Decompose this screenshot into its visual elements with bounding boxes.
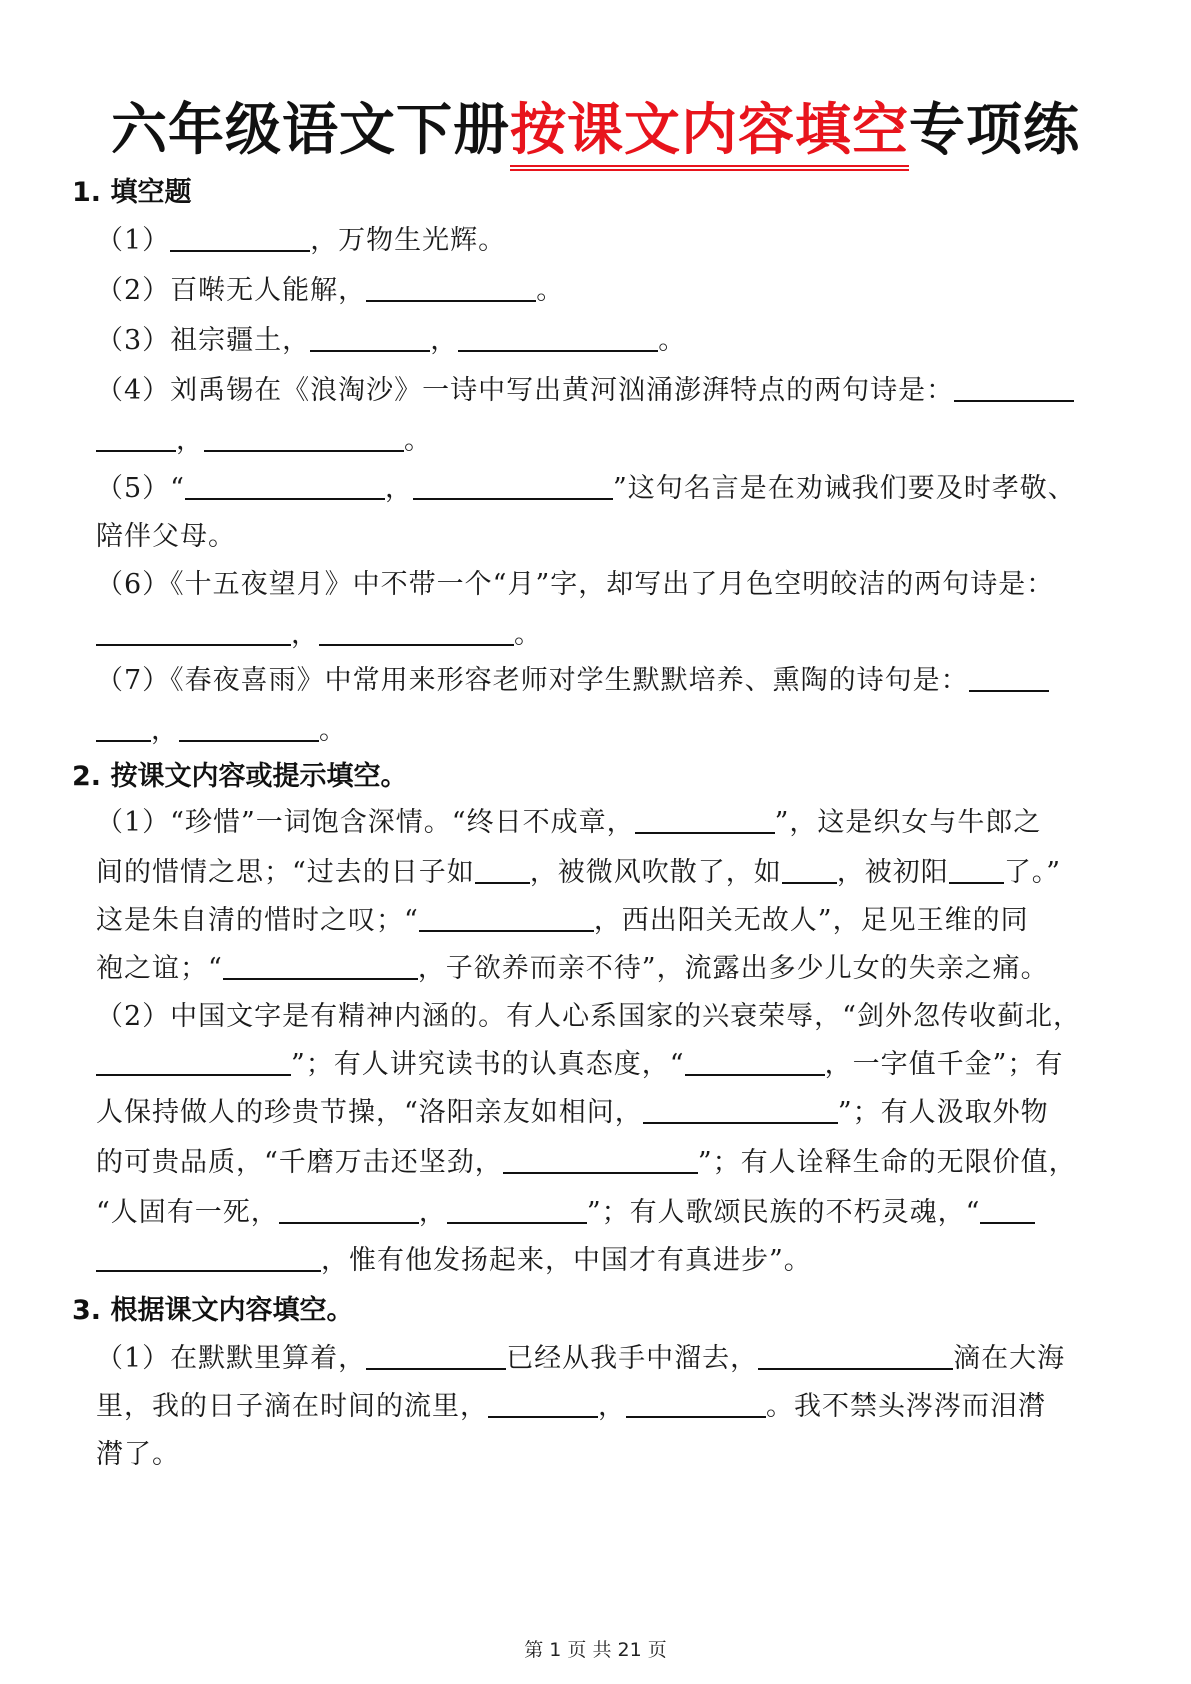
- answer-blank[interactable]: [170, 222, 310, 252]
- question-line: [96, 1042, 1126, 1081]
- line-text: ，: [151, 715, 179, 746]
- line-text: （5）“: [96, 473, 185, 504]
- answer-blank[interactable]: [179, 712, 319, 742]
- title-prefix: 六年级语文下册: [111, 98, 510, 163]
- answer-blank[interactable]: [782, 854, 837, 884]
- line-text: （1）在默默里算着，: [96, 1343, 367, 1374]
- question-line: [96, 514, 1126, 553]
- question-line: [96, 612, 1126, 651]
- line-text: （4）刘禹锡在《浪淘沙》一诗中写出黄河汹涌澎湃特点的两句诗是：: [96, 375, 955, 406]
- line-text: ，子欲养而亲不待”，流露出多少儿女的失亲之痛。: [417, 953, 1049, 984]
- section-heading-3: 3. 根据课文内容填空。: [72, 1295, 354, 1326]
- question-line: [96, 562, 1126, 601]
- question-line: [96, 1336, 1126, 1375]
- line-text: “人固有一死，: [96, 1197, 279, 1228]
- line-text: 这是朱自清的惜时之叹；“: [96, 905, 419, 936]
- line-text: 滴在大海: [953, 1343, 1066, 1374]
- question-line: [96, 994, 1126, 1033]
- line-text: （2）百啭无人能解，: [96, 275, 367, 306]
- question-line: [96, 268, 1126, 307]
- answer-blank[interactable]: [643, 1094, 838, 1124]
- answer-blank[interactable]: [458, 322, 658, 352]
- answer-blank[interactable]: [503, 1144, 698, 1174]
- line-text: ，被微风吹散了，如: [529, 857, 782, 888]
- answer-blank[interactable]: [223, 950, 418, 980]
- question-line: [96, 1238, 1126, 1277]
- line-text: 潸了。: [96, 1439, 180, 1470]
- answer-blank[interactable]: [185, 470, 385, 500]
- section-heading-2: 2. 按课文内容或提示填空。: [72, 761, 408, 792]
- answer-blank[interactable]: [96, 1242, 321, 1272]
- line-text: 陪伴父母。: [96, 521, 236, 552]
- line-text: （1）“珍惜”一词饱含深情。“终日不成章，: [96, 807, 635, 838]
- answer-blank[interactable]: [980, 1194, 1035, 1224]
- answer-blank[interactable]: [419, 902, 594, 932]
- answer-blank[interactable]: [685, 1046, 825, 1076]
- question-line: [96, 1090, 1126, 1129]
- question-line: [96, 1432, 1126, 1471]
- question-line: [96, 318, 1126, 357]
- answer-blank[interactable]: [969, 662, 1049, 692]
- line-text: ”；有人歌颂民族的不朽灵魂，“: [586, 1197, 981, 1228]
- answer-blank[interactable]: [279, 1194, 419, 1224]
- line-text: ，惟有他发扬起来，中国才有真进步”。: [321, 1245, 812, 1276]
- question-line: [96, 1140, 1126, 1179]
- line-text: ，被初阳: [836, 857, 949, 888]
- line-text: ，: [430, 325, 459, 356]
- answer-blank[interactable]: [954, 372, 1074, 402]
- line-text: ”，这是织女与牛郎之: [774, 807, 1042, 838]
- section-heading-1: 1. 填空题: [72, 177, 192, 208]
- title-suffix: 专项练: [909, 98, 1080, 163]
- answer-blank[interactable]: [96, 422, 176, 452]
- line-text: 袍之谊；“: [96, 953, 223, 984]
- line-text: ，万物生光辉。: [310, 225, 507, 256]
- answer-blank[interactable]: [635, 804, 775, 834]
- answer-blank[interactable]: [96, 1046, 291, 1076]
- answer-blank[interactable]: [366, 1340, 506, 1370]
- line-text: ，: [176, 425, 204, 456]
- question-line: [96, 368, 1126, 407]
- question-line: [96, 1384, 1126, 1423]
- line-text: 。我不禁头涔涔而泪潸: [766, 1391, 1046, 1422]
- line-text: ，一字值千金”；有: [824, 1049, 1064, 1080]
- answer-blank[interactable]: [758, 1340, 953, 1370]
- answer-blank[interactable]: [447, 1194, 587, 1224]
- answer-blank[interactable]: [366, 272, 536, 302]
- line-text: 。: [404, 425, 432, 456]
- line-text: （2）中国文字是有精神内涵的。有人心系国家的兴衰荣辱，“剑外忽传收蓟北，: [96, 1001, 1081, 1032]
- question-line: [96, 418, 1126, 457]
- line-text: 已经从我手中溜去，: [506, 1343, 759, 1374]
- question-line: [96, 1190, 1126, 1229]
- line-text: 了。”: [1003, 857, 1062, 888]
- answer-blank[interactable]: [488, 1388, 598, 1418]
- title-highlight: 按课文内容填空: [510, 98, 909, 171]
- line-text: 里，我的日子滴在时间的流里，: [96, 1391, 488, 1422]
- line-text: ，: [291, 619, 319, 650]
- line-text: 。: [514, 619, 542, 650]
- line-text: 。: [658, 325, 687, 356]
- answer-blank[interactable]: [949, 854, 1004, 884]
- line-text: （7）《春夜喜雨》中常用来形容老师对学生默默培养、熏陶的诗句是：: [96, 665, 969, 696]
- line-text: ，: [418, 1197, 447, 1228]
- question-line: [96, 708, 1126, 747]
- page-footer: 第 1 页 共 21 页: [524, 1639, 667, 1661]
- line-text: ，西出阳关无故人”，足见王维的同: [593, 905, 1029, 936]
- line-text: （3）祖宗疆土，: [96, 325, 311, 356]
- line-text: 人保持做人的珍贵节操，“洛阳亲友如相问，: [96, 1097, 643, 1128]
- answer-blank[interactable]: [626, 1388, 766, 1418]
- answer-blank[interactable]: [96, 616, 291, 646]
- answer-blank[interactable]: [310, 322, 430, 352]
- answer-blank[interactable]: [319, 616, 514, 646]
- line-text: ”；有人讲究读书的认真态度，“: [291, 1049, 685, 1080]
- line-text: ”；有人诠释生命的无限价值，: [697, 1147, 1077, 1178]
- line-text: ”；有人汲取外物: [837, 1097, 1049, 1128]
- answer-blank[interactable]: [204, 422, 404, 452]
- line-text: 。: [319, 715, 347, 746]
- line-text: ”这句名言是在劝诫我们要及时孝敬、: [612, 473, 1076, 504]
- question-line: [96, 466, 1126, 505]
- question-line: [96, 218, 1126, 257]
- question-line: [96, 800, 1126, 839]
- answer-blank[interactable]: [96, 712, 151, 742]
- answer-blank[interactable]: [475, 854, 530, 884]
- question-line: [96, 946, 1126, 985]
- question-line: [96, 850, 1126, 889]
- page-title: [0, 86, 1191, 166]
- line-text: 的可贵品质，“千磨万击还坚劲，: [96, 1147, 503, 1178]
- answer-blank[interactable]: [413, 470, 613, 500]
- line-text: ，: [384, 473, 413, 504]
- line-text: （1）: [96, 225, 171, 256]
- line-text: 间的惜情之思；“过去的日子如: [96, 857, 475, 888]
- question-line: [96, 898, 1126, 937]
- line-text: 。: [536, 275, 565, 306]
- line-text: （6）《十五夜望月》中不带一个“月”字，却写出了月色空明皎洁的两句诗是：: [96, 569, 1055, 600]
- question-line: [96, 658, 1126, 697]
- line-text: ，: [598, 1391, 626, 1422]
